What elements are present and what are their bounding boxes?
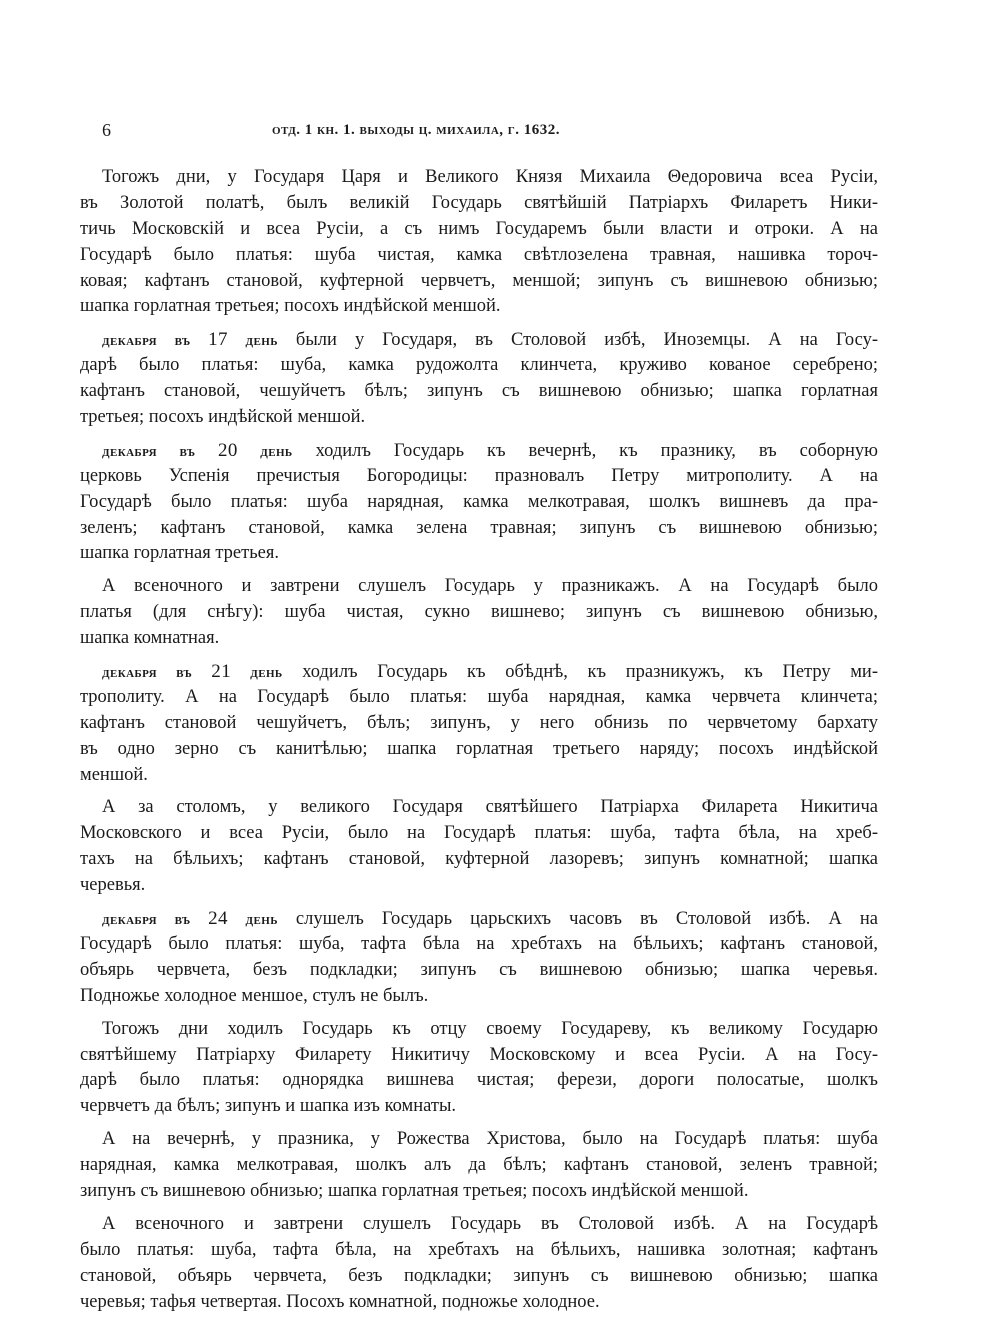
text-line [80, 1127, 878, 1153]
line-text: червчетъ да бѣлъ; зипунъ и шапка изъ комнаты. [80, 1096, 456, 1117]
paragraph [80, 327, 878, 431]
body-text [80, 165, 878, 1315]
line-text: кафтанъ становой чешуйчетъ, бѣлъ; зипунъ, у него обнизь по червчетому бархату [80, 712, 878, 733]
paragraph [80, 165, 878, 320]
line-text: были у Государя, въ Столовой избѣ, Иноземцы. А на Госу- [295, 330, 878, 351]
date-lead-num: 20 [217, 439, 238, 461]
text-line [80, 1238, 878, 1264]
line-text: объярь червчета, безъ подкладки; зипунъ съ вишневою обнизью; шапка черевья. [80, 959, 878, 980]
line-text: шапка горлатная третьея; посохъ индѣйской меншой. [80, 296, 501, 317]
line-text: черевья; тафья четвертая. Посохъ комнатной, подножье холодное. [80, 1291, 600, 1312]
date-lead-num: 21 [211, 661, 232, 683]
line-text: А на вечернѣ, у празника, у Рожества Христова, было на Государѣ платья: шуба [102, 1129, 878, 1150]
text-line [80, 711, 878, 737]
text-line [80, 191, 878, 217]
text-line [80, 405, 878, 431]
line-text: дарѣ было платья: однорядка вишнева чистая; ферези, дороги полосатые, шолкъ [80, 1070, 878, 1091]
page-number: 6 [102, 120, 111, 140]
line-text: Государѣ было платья: шуба нарядная, камка мелкотравая, шолкъ вишневъ да пра- [80, 491, 878, 512]
line-text: въ Золотой полатѣ, былъ великій Государь святѣйшій Патріархъ Филаретъ Ники- [80, 192, 878, 213]
text-line [80, 165, 878, 191]
page-header [80, 120, 878, 146]
text-line [80, 438, 878, 464]
line-text: Московского и всеа Русіи, было на Государѣ платья: шуба, тафта бѣла, на хреб- [80, 823, 878, 844]
text-line [80, 1264, 878, 1290]
document-page [80, 120, 878, 1322]
date-lead-num: 24 [208, 908, 228, 930]
text-line [80, 541, 878, 567]
text-line [80, 1094, 878, 1120]
date-lead [102, 908, 278, 930]
text-line [80, 763, 878, 789]
line-text: тахъ на бѣльихъ; кафтанъ становой, куфтерной лазоревъ; зипунъ комнатной; шапка [80, 849, 878, 870]
date-lead-post: день [260, 443, 293, 460]
text-line [80, 217, 878, 243]
date-lead-pre: декабря въ [102, 443, 196, 460]
line-text: А всеночного и завтрени слушелъ Государь въ Столовой избѣ. А на Государѣ [102, 1213, 878, 1234]
date-lead-post: день [250, 665, 283, 682]
text-line [80, 1153, 878, 1179]
line-text: шапка горлатная третьея. [80, 543, 279, 564]
text-line [80, 737, 878, 763]
line-text: церковь Успенія пречистыя Богородицы: празновалъ Петру митрополиту. А на [80, 465, 878, 486]
date-lead-pre: декабря въ [102, 665, 193, 682]
text-line [80, 795, 878, 821]
line-text: ходилъ Государь къ обѣднѣ, къ празникужъ, къ Петру ми- [302, 662, 878, 683]
line-text: становой, объярь червчета, безъ подкладки; зипунъ съ вишневою обнизью; шапка [80, 1265, 878, 1286]
paragraph [80, 659, 878, 788]
paragraph [80, 906, 878, 1010]
line-text: черевья. [80, 875, 146, 896]
text-line [80, 821, 878, 847]
text-line [80, 243, 878, 269]
date-lead-post: день [245, 333, 278, 350]
text-line [80, 464, 878, 490]
line-text: тичь Московскій и всеа Русіи, а съ нимъ Государемъ были власти и отроки. А на [80, 218, 878, 239]
text-line [80, 873, 878, 899]
date-lead [102, 329, 278, 351]
text-line [80, 906, 878, 932]
line-text: зеленъ; кафтанъ становой, камка зелена травная; зипунъ съ вишневою обнизью; [80, 517, 878, 538]
line-text: платья (для снѣгу): шуба чистая, сукно вишнево; зипунъ съ вишневою обнизью, [80, 602, 878, 623]
date-lead-pre: декабря въ [102, 912, 191, 929]
text-line [80, 269, 878, 295]
text-line [80, 574, 878, 600]
text-line [80, 353, 878, 379]
text-line [80, 659, 878, 685]
date-lead-pre: декабря въ [102, 333, 191, 350]
line-text: дарѣ было платья: шуба, камка рудожолта клинчета, круживо кованое серебрено; [80, 355, 878, 376]
text-line [80, 327, 878, 353]
text-line [80, 379, 878, 405]
date-lead-num: 17 [208, 329, 228, 351]
text-line [80, 1017, 878, 1043]
text-line [80, 932, 878, 958]
line-text: слушелъ Государь царьскихъ часовъ въ Столовой избѣ. А на [295, 909, 878, 930]
date-lead [102, 439, 293, 461]
text-line [80, 958, 878, 984]
text-line [80, 847, 878, 873]
paragraph [80, 795, 878, 899]
paragraph [80, 574, 878, 652]
date-lead-post: день [245, 912, 278, 929]
text-line [80, 984, 878, 1010]
paragraph [80, 1212, 878, 1316]
text-line [80, 1212, 878, 1238]
line-text: ходилъ Государь къ вечернѣ, къ празнику, въ соборную [315, 440, 878, 461]
line-text: шапка комнатная. [80, 628, 220, 649]
line-text: въ одно зерно съ канитѣлью; шапка горлатная третьего наряду; посохъ индѣйской [80, 738, 878, 759]
text-line [80, 490, 878, 516]
line-text: Государѣ было платья: шуба, тафта бѣла на хребтахъ на бѣльихъ; кафтанъ становой, [80, 933, 878, 954]
text-line [80, 1179, 878, 1205]
line-text: меншой. [80, 764, 148, 785]
text-line [80, 1068, 878, 1094]
paragraph [80, 438, 878, 567]
text-line [80, 685, 878, 711]
text-line [80, 516, 878, 542]
line-text: Тогожъ дни ходилъ Государь къ отцу своему Государеву, къ великому Государю [102, 1018, 878, 1039]
line-text: А всеночного и завтрени слушелъ Государь у празникажъ. А на Государѣ было [102, 576, 878, 597]
line-text: третьея; посохъ индѣйской меншой. [80, 407, 366, 428]
line-text: А за столомъ, у великого Государя святѣйшего Патріарха Филарета Никитича [102, 797, 878, 818]
line-text: зипунъ съ вишневою обнизью; шапка горлатная третьея; посохъ индѣйской меншой. [80, 1180, 749, 1201]
line-text: было платья: шуба, тафта бѣла, на хребтахъ на бѣльихъ, нашивка золотная; кафтанъ [80, 1239, 878, 1260]
text-line [80, 294, 878, 320]
text-line [80, 626, 878, 652]
running-title: отд. 1 кн. 1. выходы ц. михаила, г. 1632. [272, 122, 561, 138]
line-text: Государѣ было платья: шуба чистая, камка свѣтлозелена травная, нашивка тороч- [80, 244, 878, 265]
text-line [80, 600, 878, 626]
text-line [80, 1290, 878, 1316]
paragraph [80, 1127, 878, 1205]
line-text: трополиту. А на Государѣ было платья: шуба нарядная, камка червчета клинчета; [80, 686, 878, 707]
line-text: святѣйшему Патріарху Филарету Никитичу Московскому и всеа Русіи. А на Госу- [80, 1044, 878, 1065]
line-text: кафтанъ становой, чешуйчетъ бѣлъ; зипунъ съ вишневою обнизью; шапка горлатная [80, 381, 878, 402]
text-line [80, 1043, 878, 1069]
line-text: Тогожъ дни, у Государя Царя и Великого Князя Михаила Θедоровича всеа Русіи, [102, 167, 878, 187]
date-lead [102, 661, 283, 683]
line-text: Подножье холодное меншое, стулъ не былъ. [80, 985, 429, 1006]
line-text: нарядная, камка мелкотравая, шолкъ алъ да бѣлъ; кафтанъ становой, зеленъ травной; [80, 1155, 878, 1176]
line-text: ковая; кафтанъ становой, куфтерной червчетъ, меншой; зипунъ съ вишневою обнизью; [80, 270, 878, 291]
paragraph [80, 1017, 878, 1121]
